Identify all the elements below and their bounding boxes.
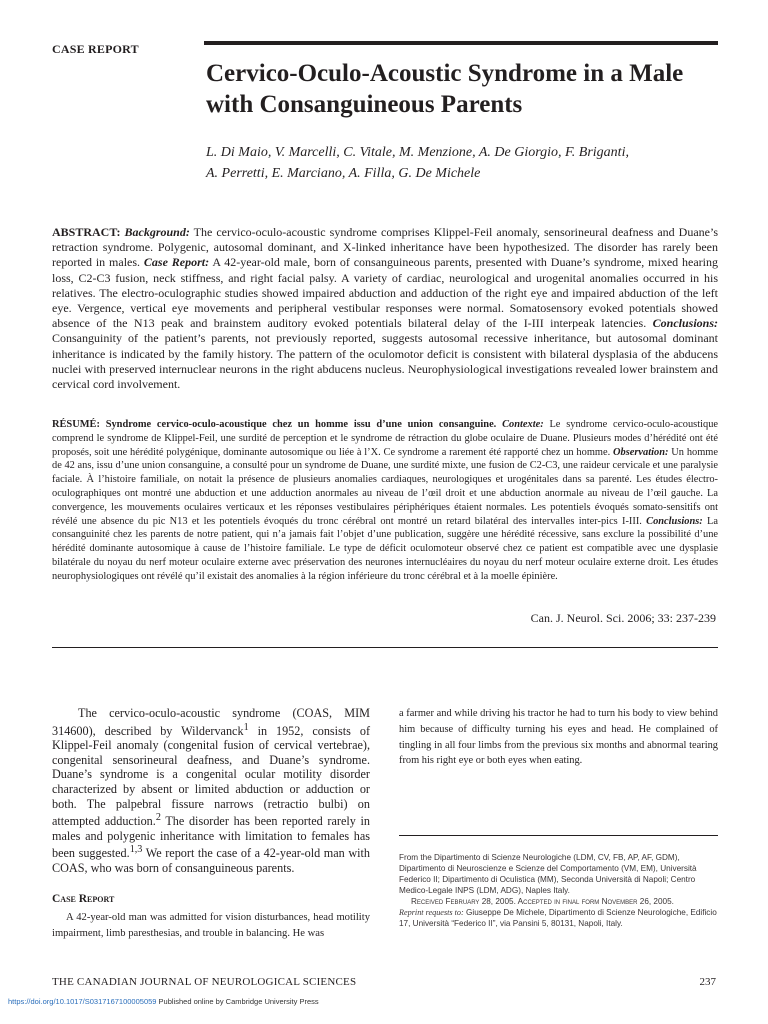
intro-text-d: We report the case of a 42-year-old man with COAS, who was born of consanguineous parents.	[52, 846, 370, 876]
article-title: Cervico-Oculo-Acoustic Syndrome in a Male with Consanguineous Parents	[206, 60, 684, 118]
section-label: CASE REPORT	[52, 42, 139, 56]
authors-line-1: L. Di Maio, V. Marcelli, C. Vitale, M. Menzione, A. De Giorgio, F. Briganti,	[206, 145, 629, 160]
resume-observation-label: Observation:	[613, 446, 669, 458]
abstract-background-label: Background:	[124, 225, 190, 239]
intro-text-a: The cervico-oculo-acoustic syndrome (COAS, MIM 314600), described by Wildervanck	[52, 706, 370, 738]
resume-conclusions-label: Conclusions:	[646, 515, 703, 527]
intro-paragraph	[52, 706, 370, 876]
abstract	[52, 225, 718, 392]
resume-lead: RÉSUMÉ: Syndrome cervico-oculo-acoustique chez un homme issu d’une union consanguine.	[52, 419, 497, 430]
abstract-conclusions-text: Consanguinity of the patient’s parents, not previously reported, suggests autosomal recessive inheritance, but autosomal dominant inheritance is indicated by the family history. The pattern of the oculomotor deficit is consistent with bilateral dysplasia of the abducens nuclei with preserved internuclear neurons in the right abducens nucleus. Neurophysiological investigations revealed lower brainstem and cervical cord involvement.	[52, 331, 718, 392]
resume-conclusions-text: La consanguinité chez les parents de notre patient, qui n’a jamais fait l’objet d’une publication, suggère une hérédité récessive, sans exclure la possibilité d’une hérédité dominante autosomique à cause de l’histoire familiale. Le type de déficit oculomoteur observé chez ce patient est compatible avec une dysplasie bilatérale du noyau du nerf moteur oculaire externe avec préservation des neurones internucléaires du noyau du nerf moteur oculaire externe droit. Les études neurophysiologiques ont révélé qu’il existait des anomalies à la région inférieure du tronc cérébral et à la moelle épinière.	[52, 515, 718, 582]
reference-2: 2	[155, 812, 161, 824]
body-left-column	[52, 706, 370, 941]
intro-text-b: in 1952, consists of Klippel-Feil anomaly (congenital fusion of cervical vertebrae), congenital sensorineural deafness, and Duane’s syndrome. Duane’s syndrome is a congenital ocular motility disorder characterized by absent or limited abduction or adduction or both. The palpebral fissure narrows (retractio bulbi) on attempted adduction.	[52, 723, 370, 829]
resume-observation-text: Un homme de 42 ans, issu d’une union consanguine, a consulté pour un syndrome de Duane, une surdité mixte, une fusion de C2-C3, une raideur cervicale et une paralysie faciale. À l’histoire familiale, on notait la présence de plusieurs anomalies cardiaques, neurologiques et urogénitales dans sa parenté. Les études électro-oculographiques ont montré une abduction et une adduction anormales au niveau de l’œil droit et une abduction anormale au niveau de l’œil gauche. La convergence, les mouvements oculaires verticaux et les réponses vestibulaires périphériques étaient normales. Les potentiels évoqués somato-sensitifs ont révélé une absence du pic N13 et les potentiels évoqués du tronc cérébral ont montré un retard bilatéral des intervalles inter-pics I-III.	[52, 446, 718, 527]
author-list	[206, 142, 718, 184]
abstract-case-text: A 42-year-old male, born of consanguineous parents, presented with Duane’s syndrome, mixed hearing loss, C2-C3 fusion, neck stiffness, and right facial palsy. A variety of cardiac, neurological and urogenital anomalies occurred in his relatives. The electro-oculographic studies showed impaired abduction and adduction of the right eye and impaired abduction of the left eye. Vergence, vertical eye movements and peripheral vestibular responses were normal. Somatosensory evoked potentials showed absence of the N13 peak and brainstem auditory evoked potentials bilateral delay of the I-III interpeak latencies.	[52, 255, 718, 331]
footer-journal-name: THE CANADIAN JOURNAL OF NEUROLOGICAL SCIENCES	[52, 976, 357, 988]
page-number: 237	[699, 976, 716, 988]
authors-line-2: A. Perretti, E. Marciano, A. Filla, G. De Michele	[206, 166, 481, 181]
abstract-case-label: Case Report:	[143, 255, 210, 270]
affiliations	[399, 852, 719, 929]
top-rule	[204, 41, 718, 45]
case-report-paragraph: A 42-year-old man was admitted for vision disturbances, head motility impairment, limb paresthesias, and trouble in balancing. He was	[52, 911, 370, 939]
received-dates: Received February 28, 2005. Accepted in final form November 26, 2005.	[411, 897, 674, 906]
abstract-lead: ABSTRACT:	[52, 225, 121, 239]
intro-text-c: The disorder has been reported rarely in males and polygenic inheritance with limitation to females has been suggested.	[52, 814, 370, 861]
reprint-requests-text: Giuseppe De Michele, Dipartimento di Scienze Neurologiche, Edificio 17, Università “Federico II”, via Pansini 5, 80131, Napoli, Italy.	[399, 908, 717, 928]
reprint-requests	[399, 907, 719, 929]
journal-citation: Can. J. Neurol. Sci. 2006; 33: 237-239	[530, 611, 716, 625]
abstract-background-text: The cervico-oculo-acoustic syndrome comprises Klippel-Feil anomaly, sensorineural deafness and Duane’s retraction syndrome. Polygenic, autosomal dominant, and X-linked inheritance have been hypothesized. The disorder has rarely been reported in males.	[52, 225, 718, 270]
resume-context-text: Le syndrome cervico-oculo-acoustique comprend le syndrome de Klippel-Feil, une surdité de perception et le syndrome de rétraction du globe oculaire de Duane. Plusieurs modes d’hérédité ont été proposés, soit une hérédité polygénique, dominante autosomique ou liée à l’X. Ce syndrome a rarement été rapporté chez un homme.	[52, 419, 719, 458]
section-divider	[52, 647, 718, 648]
resume	[52, 418, 718, 584]
case-report-heading: Case Report	[52, 892, 115, 905]
footer-doi	[8, 997, 319, 1006]
reference-1-3: 1,3	[129, 844, 143, 856]
abstract-conclusions-label: Conclusions:	[652, 316, 719, 331]
reprint-requests-label: Reprint requests to:	[399, 908, 464, 917]
affiliation-from: From the Dipartimento di Scienze Neurologiche (LDM, CV, FB, AP, AF, GDM), Dipartimento di Neuroscienze e Scienze del Comportamento (VM, EM), Università Federico II; Dipartimento di Oculistica (MM), Seconda Università di Napoli; Centro Medico-Legale INPS (LDM, ADG), Naples Italy.	[399, 853, 697, 895]
resume-context-label: Contexte:	[502, 419, 544, 430]
doi-published-text: Published online by Cambridge University Press	[156, 997, 319, 1006]
body-right-column: a farmer and while driving his tractor he had to turn his body to view behind him because of difficulty turning his eyes and head. He complained of tingling in all four limbs from the previous six months and abnormal tearing from his right eye or both eyes when eating.	[399, 708, 718, 767]
doi-link[interactable]: https://doi.org/10.1017/S0317167100005059	[8, 997, 157, 1006]
reference-1: 1	[243, 721, 249, 733]
affiliation-rule	[399, 835, 718, 836]
